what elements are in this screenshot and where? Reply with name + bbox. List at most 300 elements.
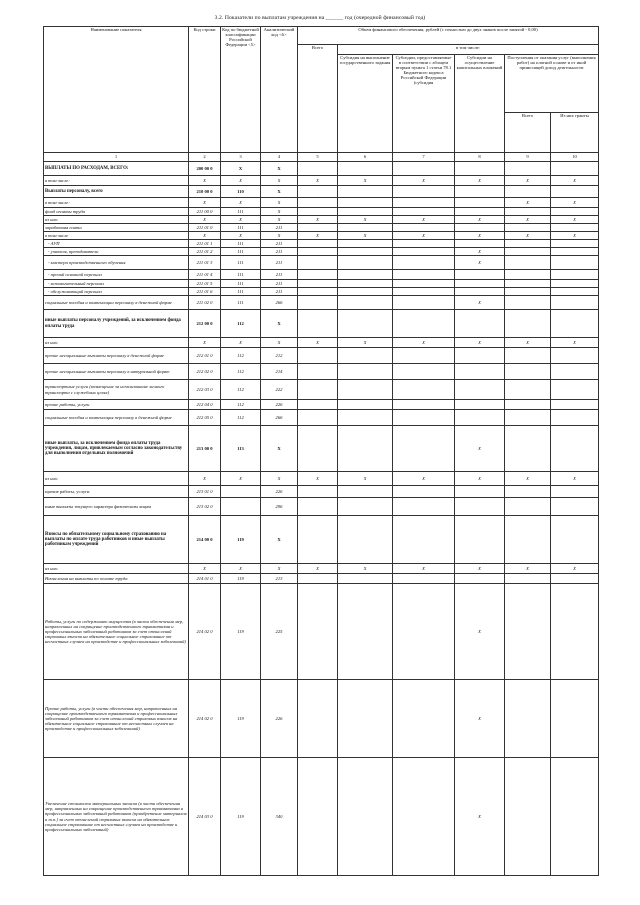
cell-an: 266 bbox=[261, 296, 298, 310]
cell-kbk: X bbox=[221, 216, 261, 224]
cell-c6 bbox=[338, 224, 393, 232]
cell-c10 bbox=[551, 574, 599, 584]
cell-c5 bbox=[298, 198, 338, 208]
cell-c8 bbox=[455, 270, 505, 280]
payments-table bbox=[43, 26, 599, 876]
table-row bbox=[44, 248, 599, 256]
cell-c5 bbox=[298, 280, 338, 288]
cell-c5 bbox=[298, 224, 338, 232]
table-row bbox=[44, 198, 599, 208]
cell-c8 bbox=[455, 162, 505, 176]
row-name: Прочие работы, услуги (в части обеспечения мер, направленных на сокращение производственного травматизма и профессиональных заболеваний работников за счет отчислений страховых взносов на обязательное социальное страхование от несчастных случаев на производстве и профессиональных заболеваний) bbox=[44, 680, 189, 758]
col-number: 5 bbox=[298, 153, 338, 162]
cell-c6 bbox=[338, 256, 393, 270]
cell-c7 bbox=[393, 426, 455, 472]
cell-c10 bbox=[551, 288, 599, 296]
cell-c9 bbox=[505, 310, 551, 338]
cell-c6 bbox=[338, 364, 393, 380]
cell-an: X bbox=[261, 310, 298, 338]
cell-c6: X bbox=[338, 232, 393, 240]
cell-code: 210 00 0 bbox=[189, 186, 221, 198]
cell-c7 bbox=[393, 256, 455, 270]
table-row bbox=[44, 338, 599, 348]
row-name: прочие несоциальные выплаты персоналу в денежной форме bbox=[44, 348, 189, 364]
cell-c10 bbox=[551, 498, 599, 516]
cell-c7 bbox=[393, 186, 455, 198]
cell-kbk: 111 bbox=[221, 240, 261, 248]
cell-c6 bbox=[338, 584, 393, 680]
col-number: 1 bbox=[44, 153, 189, 162]
cell-c9 bbox=[505, 240, 551, 248]
cell-c9 bbox=[505, 584, 551, 680]
cell-c10 bbox=[551, 310, 599, 338]
cell-c8: X bbox=[455, 758, 505, 876]
cell-c10 bbox=[551, 224, 599, 232]
cell-c10: X bbox=[551, 472, 599, 486]
cell-c10 bbox=[551, 248, 599, 256]
cell-c8: X bbox=[455, 216, 505, 224]
cell-c8: X bbox=[455, 472, 505, 486]
cell-c10 bbox=[551, 256, 599, 270]
cell-code: 212 05 0 bbox=[189, 410, 221, 426]
cell-c6 bbox=[338, 198, 393, 208]
cell-an: X bbox=[261, 176, 298, 186]
table-row bbox=[44, 162, 599, 176]
cell-kbk: 119 bbox=[221, 574, 261, 584]
cell-c7 bbox=[393, 680, 455, 758]
cell-c8: X bbox=[455, 256, 505, 270]
table-row bbox=[44, 186, 599, 198]
cell-c6: X bbox=[338, 338, 393, 348]
col-header-name: Наименование показателя bbox=[44, 27, 189, 153]
cell-c9: X bbox=[505, 338, 551, 348]
cell-code: 211 01 2 bbox=[189, 248, 221, 256]
cell-c8 bbox=[455, 224, 505, 232]
cell-c9 bbox=[505, 486, 551, 498]
cell-an: X bbox=[261, 198, 298, 208]
cell-code: 214 01 0 bbox=[189, 574, 221, 584]
cell-kbk: X bbox=[221, 198, 261, 208]
row-name: прочие работы, услуги bbox=[44, 486, 189, 498]
cell-kbk: 119 bbox=[221, 584, 261, 680]
cell-c7 bbox=[393, 758, 455, 876]
cell-an: X bbox=[261, 208, 298, 216]
cell-c10: X bbox=[551, 564, 599, 574]
cell-c6 bbox=[338, 240, 393, 248]
cell-c5: X bbox=[298, 232, 338, 240]
cell-c9 bbox=[505, 248, 551, 256]
table-row bbox=[44, 288, 599, 296]
cell-c10 bbox=[551, 270, 599, 280]
cell-c5: X bbox=[298, 564, 338, 574]
cell-c7: X bbox=[393, 472, 455, 486]
row-name: Работы, услуги по содержанию имущества (в части обеспечения мер, направленных на сокращение производственного травматизма и профессиональных заболеваний работников за счет отчислений страховых взносов на обязательное социальное страхование от несчастных случаев на производстве и профессиональных заболеваний) bbox=[44, 584, 189, 680]
table-row bbox=[44, 410, 599, 426]
cell-c9: X bbox=[505, 472, 551, 486]
cell-code: 212 00 0 bbox=[189, 310, 221, 338]
cell-c9 bbox=[505, 280, 551, 288]
cell-c7 bbox=[393, 162, 455, 176]
cell-kbk: 113 bbox=[221, 426, 261, 472]
table-row bbox=[44, 472, 599, 486]
cell-c9 bbox=[505, 400, 551, 410]
cell-c5 bbox=[298, 162, 338, 176]
table-row bbox=[44, 680, 599, 758]
cell-c10: X bbox=[551, 338, 599, 348]
cell-c7 bbox=[393, 280, 455, 288]
cell-c9 bbox=[505, 574, 551, 584]
cell-c7 bbox=[393, 248, 455, 256]
cell-c7 bbox=[393, 498, 455, 516]
row-name: Начисления на выплаты по оплате труда bbox=[44, 574, 189, 584]
table-row bbox=[44, 280, 599, 288]
row-name: - учителя, преподаватели bbox=[44, 248, 189, 256]
cell-c8: X bbox=[455, 680, 505, 758]
cell-c8: X bbox=[455, 232, 505, 240]
cell-an: 211 bbox=[261, 280, 298, 288]
row-name: транспортные услуги (возмещение за использование личного транспорта с служебных целях) bbox=[44, 380, 189, 400]
cell-c5 bbox=[298, 186, 338, 198]
cell-c10 bbox=[551, 348, 599, 364]
cell-c7 bbox=[393, 364, 455, 380]
table-row bbox=[44, 380, 599, 400]
table-row bbox=[44, 310, 599, 338]
cell-c7 bbox=[393, 296, 455, 310]
cell-c9 bbox=[505, 364, 551, 380]
cell-c8 bbox=[455, 574, 505, 584]
cell-code: 214 02 0 bbox=[189, 680, 221, 758]
cell-an: X bbox=[261, 426, 298, 472]
cell-c9 bbox=[505, 162, 551, 176]
cell-c5 bbox=[298, 288, 338, 296]
cell-an: 266 bbox=[261, 410, 298, 426]
cell-code: 211 01 3 bbox=[189, 256, 221, 270]
cell-code: 211 01 0 bbox=[189, 224, 221, 232]
cell-c7 bbox=[393, 348, 455, 364]
cell-c9: X bbox=[505, 232, 551, 240]
table-row bbox=[44, 208, 599, 216]
cell-c7 bbox=[393, 584, 455, 680]
cell-c9 bbox=[505, 270, 551, 280]
cell-c9 bbox=[505, 208, 551, 216]
cell-c10 bbox=[551, 426, 599, 472]
cell-c10 bbox=[551, 208, 599, 216]
row-name: из них: bbox=[44, 472, 189, 486]
cell-c8 bbox=[455, 240, 505, 248]
cell-c8: X bbox=[455, 426, 505, 472]
cell-an: X bbox=[261, 564, 298, 574]
cell-c6: X bbox=[338, 176, 393, 186]
cell-code: 214 00 0 bbox=[189, 516, 221, 564]
cell-c8 bbox=[455, 288, 505, 296]
cell-c7 bbox=[393, 198, 455, 208]
table-row bbox=[44, 426, 599, 472]
row-name: социальные пособия и компенсация персоналу в денежной форме bbox=[44, 410, 189, 426]
row-name: - обслуживающий персонал bbox=[44, 288, 189, 296]
cell-kbk: 111 bbox=[221, 224, 261, 232]
table-row bbox=[44, 564, 599, 574]
col-header-sub-capital: Субсидии на осуществление капитальных вложений bbox=[455, 55, 505, 153]
cell-kbk: X bbox=[221, 232, 261, 240]
row-name: - АУП bbox=[44, 240, 189, 248]
cell-c10 bbox=[551, 280, 599, 288]
cell-c7 bbox=[393, 208, 455, 216]
col-header-analytic: Аналитический код <6> bbox=[261, 27, 298, 153]
cell-code: 212 02 0 bbox=[189, 364, 221, 380]
row-name: заработная плата bbox=[44, 224, 189, 232]
cell-c6 bbox=[338, 380, 393, 400]
cell-c6 bbox=[338, 280, 393, 288]
cell-c6 bbox=[338, 426, 393, 472]
cell-c9 bbox=[505, 224, 551, 232]
row-name: в том числе: bbox=[44, 176, 189, 186]
cell-c5 bbox=[298, 364, 338, 380]
cell-kbk: X bbox=[221, 338, 261, 348]
cell-code: 214 03 0 bbox=[189, 758, 221, 876]
cell-c7 bbox=[393, 270, 455, 280]
cell-c10 bbox=[551, 162, 599, 176]
cell-an: X bbox=[261, 186, 298, 198]
cell-c8 bbox=[455, 198, 505, 208]
cell-c10 bbox=[551, 364, 599, 380]
cell-c5 bbox=[298, 310, 338, 338]
cell-c10 bbox=[551, 486, 599, 498]
cell-code: 211 00 0 bbox=[189, 208, 221, 216]
cell-c8: X bbox=[455, 584, 505, 680]
col-number: 10 bbox=[551, 153, 599, 162]
cell-code: 213 02 0 bbox=[189, 498, 221, 516]
cell-c8 bbox=[455, 380, 505, 400]
cell-c8 bbox=[455, 486, 505, 498]
col-header-paid-total: Всего bbox=[505, 113, 551, 153]
cell-c8 bbox=[455, 280, 505, 288]
cell-c5 bbox=[298, 296, 338, 310]
col-number: 8 bbox=[455, 153, 505, 162]
cell-kbk: 112 bbox=[221, 364, 261, 380]
table-row bbox=[44, 348, 599, 364]
cell-c6 bbox=[338, 516, 393, 564]
cell-c9: X bbox=[505, 176, 551, 186]
cell-c7 bbox=[393, 410, 455, 426]
cell-c5 bbox=[298, 208, 338, 216]
cell-c10 bbox=[551, 380, 599, 400]
cell-kbk: X bbox=[221, 564, 261, 574]
cell-kbk: X bbox=[221, 162, 261, 176]
cell-c6 bbox=[338, 288, 393, 296]
table-row bbox=[44, 216, 599, 224]
cell-code: 211 01 4 bbox=[189, 270, 221, 280]
cell-c6 bbox=[338, 498, 393, 516]
cell-c6 bbox=[338, 574, 393, 584]
cell-c6 bbox=[338, 400, 393, 410]
table-row bbox=[44, 232, 599, 240]
col-number: 3 bbox=[221, 153, 261, 162]
cell-c8 bbox=[455, 400, 505, 410]
cell-c10 bbox=[551, 680, 599, 758]
cell-c7: X bbox=[393, 338, 455, 348]
row-name: - вспомогательный персонал bbox=[44, 280, 189, 288]
table-row bbox=[44, 240, 599, 248]
cell-c8: X bbox=[455, 248, 505, 256]
cell-an: X bbox=[261, 232, 298, 240]
cell-kbk bbox=[221, 498, 261, 516]
cell-c8 bbox=[455, 310, 505, 338]
cell-c10: X bbox=[551, 176, 599, 186]
col-header-sub-task: Субсидия на выполнение государственного задания bbox=[338, 55, 393, 153]
col-header-paid: Поступления от оказания услуг (выполнения работ) на платной основе и от иной приносящей доход деятельности bbox=[505, 55, 599, 113]
col-number: 2 bbox=[189, 153, 221, 162]
cell-c5: X bbox=[298, 176, 338, 186]
cell-an: 226 bbox=[261, 486, 298, 498]
col-header-incl: в том числе: bbox=[338, 45, 599, 55]
table-row bbox=[44, 400, 599, 410]
cell-an: 211 bbox=[261, 256, 298, 270]
cell-code: 212 03 0 bbox=[189, 380, 221, 400]
row-name: иные выплаты, за исключением фонда оплаты труда учреждения, лицам, привлекаемым согласно законодательству для выполнения отдельных полномочий bbox=[44, 426, 189, 472]
cell-kbk: 111 bbox=[221, 248, 261, 256]
col-header-volume: Объем финансового обеспечения, рублей (с точностью до двух знаков после запятой - 0,00) bbox=[298, 27, 599, 45]
cell-c8 bbox=[455, 186, 505, 198]
cell-c10 bbox=[551, 584, 599, 680]
row-name: в том числе: bbox=[44, 198, 189, 208]
cell-c9 bbox=[505, 410, 551, 426]
cell-c9 bbox=[505, 758, 551, 876]
cell-code: 200 00 0 bbox=[189, 162, 221, 176]
cell-c10: X bbox=[551, 232, 599, 240]
row-name: иные выплаты персоналу учреждений, за исключением фонда оплаты труда bbox=[44, 310, 189, 338]
cell-c10 bbox=[551, 186, 599, 198]
cell-c5 bbox=[298, 516, 338, 564]
col-number: 6 bbox=[338, 153, 393, 162]
cell-code: X bbox=[189, 472, 221, 486]
cell-code: X bbox=[189, 176, 221, 186]
row-name: ВЫПЛАТЫ ПО РАСХОДАМ, ВСЕГО: bbox=[44, 162, 189, 176]
cell-an: 212 bbox=[261, 348, 298, 364]
cell-c9 bbox=[505, 516, 551, 564]
cell-an: 340 bbox=[261, 758, 298, 876]
col-header-kbk: Код по бюджетной классификации Российской Федерации <5> bbox=[221, 27, 261, 153]
cell-c8: X bbox=[455, 564, 505, 574]
table-row bbox=[44, 498, 599, 516]
cell-c8: X bbox=[455, 338, 505, 348]
cell-code: 214 02 0 bbox=[189, 584, 221, 680]
cell-kbk: 119 bbox=[221, 758, 261, 876]
cell-c7 bbox=[393, 400, 455, 410]
table-row bbox=[44, 574, 599, 584]
cell-c6 bbox=[338, 270, 393, 280]
cell-kbk: X bbox=[221, 176, 261, 186]
cell-c5: X bbox=[298, 216, 338, 224]
cell-c6 bbox=[338, 680, 393, 758]
cell-c6 bbox=[338, 310, 393, 338]
col-number: 9 bbox=[505, 153, 551, 162]
cell-c5 bbox=[298, 758, 338, 876]
row-name: прочие работы, услуги bbox=[44, 400, 189, 410]
row-name: - мастера производственного обучения bbox=[44, 256, 189, 270]
cell-c6: X bbox=[338, 216, 393, 224]
col-header-paid-grants: Из них гранты bbox=[551, 113, 599, 153]
cell-kbk: 111 bbox=[221, 296, 261, 310]
cell-c5 bbox=[298, 400, 338, 410]
cell-c5: X bbox=[298, 472, 338, 486]
cell-code: 212 01 0 bbox=[189, 348, 221, 364]
cell-an: 211 bbox=[261, 288, 298, 296]
cell-c8: X bbox=[455, 176, 505, 186]
col-header-total: Всего bbox=[298, 45, 338, 153]
table-row bbox=[44, 176, 599, 186]
cell-c7 bbox=[393, 288, 455, 296]
cell-c9: X bbox=[505, 198, 551, 208]
cell-c6 bbox=[338, 208, 393, 216]
cell-an: 226 bbox=[261, 400, 298, 410]
cell-code: X bbox=[189, 198, 221, 208]
row-name: из них: bbox=[44, 338, 189, 348]
cell-c9 bbox=[505, 348, 551, 364]
cell-c8: X bbox=[455, 296, 505, 310]
table-row bbox=[44, 758, 599, 876]
col-header-code: Код строки bbox=[189, 27, 221, 153]
page-title: 3.2. Показатели по выплатам учреждения на ______ год (очередной финансовый год) bbox=[214, 15, 426, 21]
cell-kbk: 119 bbox=[221, 680, 261, 758]
cell-c9 bbox=[505, 186, 551, 198]
row-name: - прочий основной персонал bbox=[44, 270, 189, 280]
cell-c5 bbox=[298, 486, 338, 498]
cell-kbk: 111 bbox=[221, 280, 261, 288]
row-name: Увеличение стоимости материальных запасов (в части обеспечения мер, направленных на сокращение производственного травматизма и профессиональных заболеваний работников (приобретение материалов и т.п.) за счет отчислений страховых взносов на обязательное социальное страхование от несчастных случаев на производстве и профессиональных заболеваний) bbox=[44, 758, 189, 876]
cell-an: X bbox=[261, 216, 298, 224]
cell-c10 bbox=[551, 516, 599, 564]
cell-c9 bbox=[505, 296, 551, 310]
cell-c9 bbox=[505, 426, 551, 472]
cell-c9 bbox=[505, 380, 551, 400]
cell-c6 bbox=[338, 486, 393, 498]
cell-c7 bbox=[393, 240, 455, 248]
cell-kbk: 112 bbox=[221, 348, 261, 364]
cell-c5 bbox=[298, 256, 338, 270]
cell-c5 bbox=[298, 380, 338, 400]
row-name: из них: bbox=[44, 564, 189, 574]
row-name: иные выплаты текущего характера физическим лицам bbox=[44, 498, 189, 516]
cell-code: 213 01 0 bbox=[189, 486, 221, 498]
cell-kbk: 111 bbox=[221, 256, 261, 270]
cell-code: 211 01 5 bbox=[189, 280, 221, 288]
cell-c6: X bbox=[338, 472, 393, 486]
cell-an: 211 bbox=[261, 240, 298, 248]
row-name: Взносы по обязательному социальному страхованию на выплаты по оплате труда работников и иные выплаты работникам учреждений bbox=[44, 516, 189, 564]
cell-an: 225 bbox=[261, 584, 298, 680]
cell-code: 211 02 0 bbox=[189, 296, 221, 310]
cell-c9 bbox=[505, 498, 551, 516]
cell-c10: X bbox=[551, 198, 599, 208]
cell-c5 bbox=[298, 348, 338, 364]
cell-kbk: 119 bbox=[221, 516, 261, 564]
cell-kbk: 112 bbox=[221, 380, 261, 400]
cell-c9 bbox=[505, 288, 551, 296]
cell-kbk: X bbox=[221, 472, 261, 486]
cell-an: 211 bbox=[261, 270, 298, 280]
cell-c10 bbox=[551, 758, 599, 876]
table-row bbox=[44, 364, 599, 380]
table-row bbox=[44, 256, 599, 270]
cell-an: 213 bbox=[261, 574, 298, 584]
row-name: фонд оплаты труда bbox=[44, 208, 189, 216]
row-name: Выплаты персоналу, всего bbox=[44, 186, 189, 198]
cell-an: 296 bbox=[261, 498, 298, 516]
col-number: 4 bbox=[261, 153, 298, 162]
cell-c8 bbox=[455, 516, 505, 564]
row-name: в том числе bbox=[44, 232, 189, 240]
cell-c8 bbox=[455, 410, 505, 426]
